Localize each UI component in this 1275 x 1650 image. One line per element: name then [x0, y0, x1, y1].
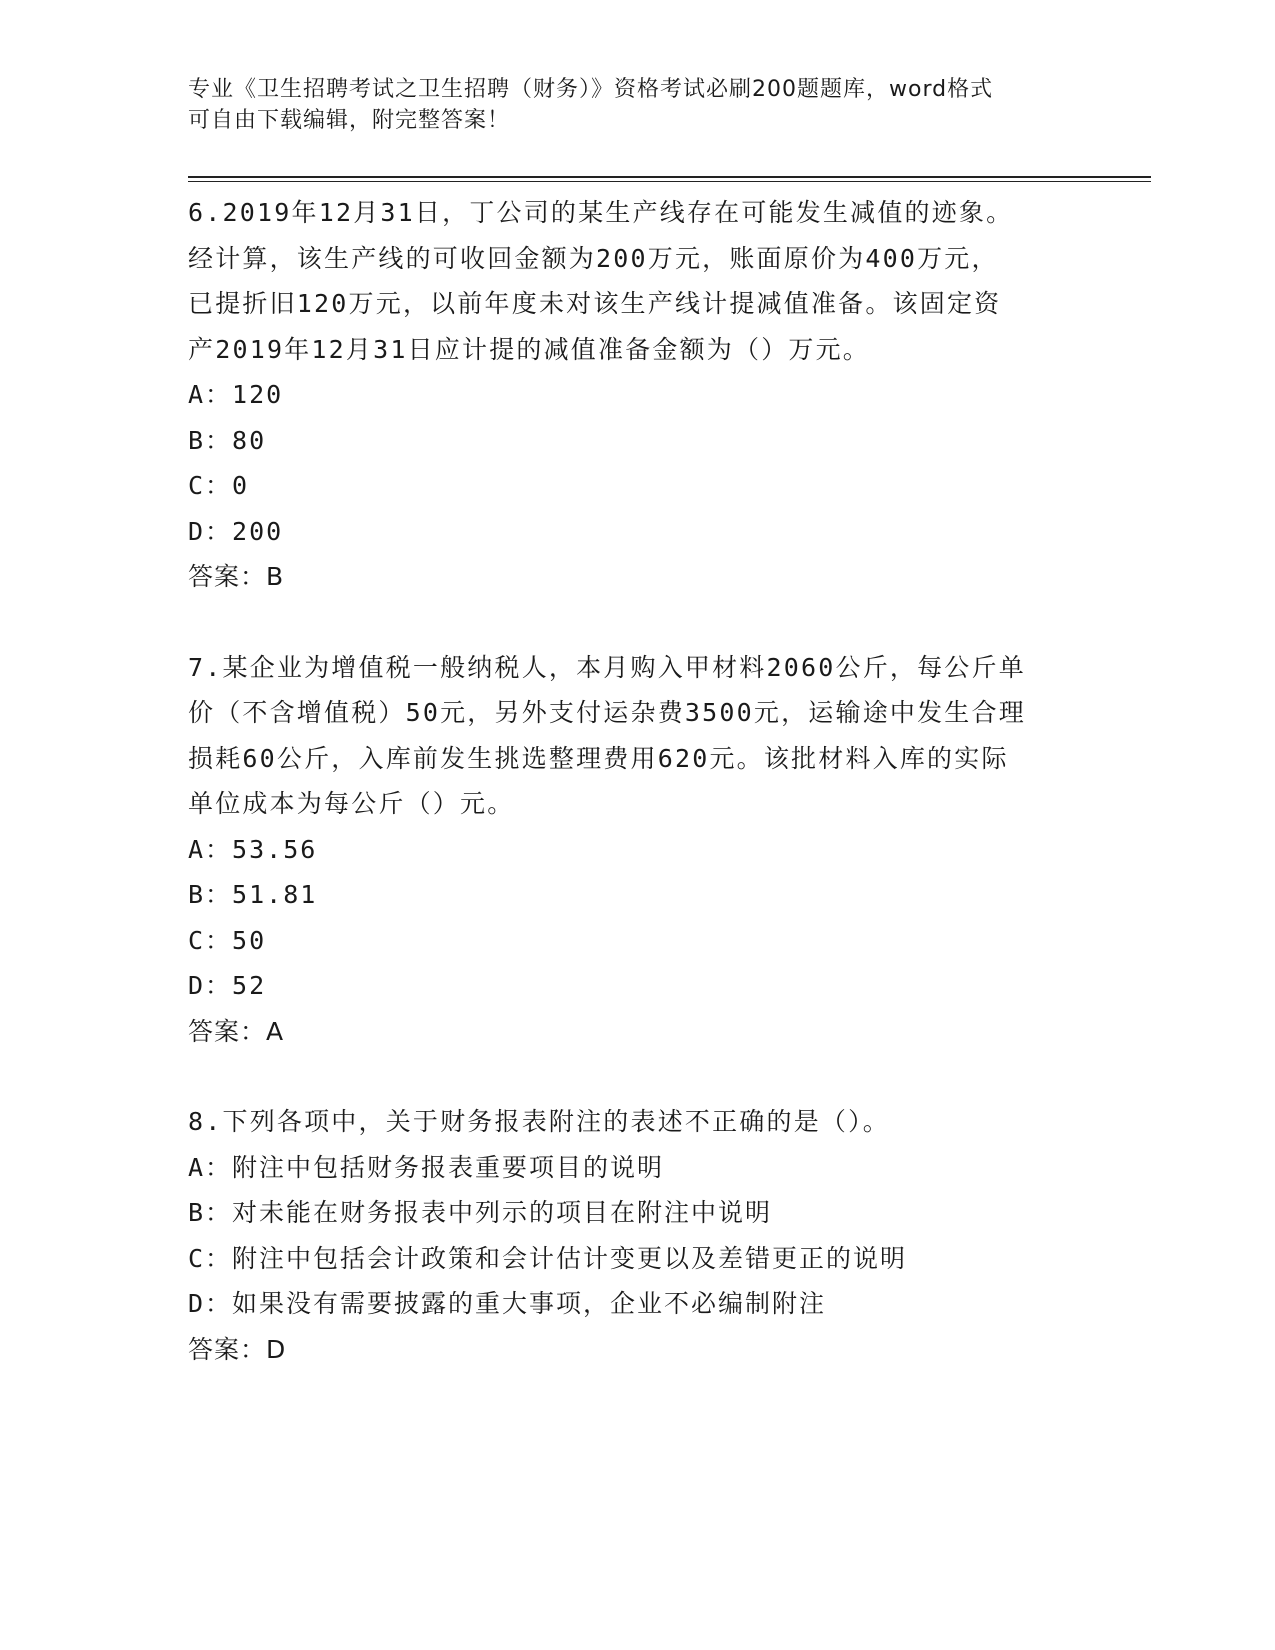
option-c: C：50	[188, 925, 267, 955]
option-a: A：附注中包括财务报表重要项目的说明	[188, 1152, 665, 1182]
option-d: D：52	[188, 971, 267, 1000]
header-title-line-2: 可自由下载编辑，附完整答案！	[188, 108, 511, 133]
question-text-line: 8.下列各项中，关于财务报表附注的表述不正确的是（）。	[188, 1107, 891, 1136]
answer-label: 答案：A	[188, 1016, 285, 1046]
question-text-line: 产2019年12月31日应计提的减值准备金额为（）万元。	[188, 334, 871, 364]
question-text-line: 已提折旧120万元，以前年度未对该生产线计提减值准备。该固定资	[188, 289, 1002, 318]
question-text-line: 经计算，该生产线的可收回金额为200万元，账面原价为400万元，	[188, 243, 999, 273]
option-d: D：如果没有需要披露的重大事项，企业不必编制附注	[188, 1289, 827, 1318]
question-text-line: 单位成本为每公斤（）元。	[188, 789, 515, 818]
question-text-line: 价（不含增值税）50元，另外支付运杂费3500元，运输途中发生合理	[188, 698, 1026, 727]
question-7	[188, 645, 1138, 1055]
header-title-line-1: 专业《卫生招聘考试之卫生招聘（财务）》资格考试必刷200题题库，word格式	[188, 77, 994, 102]
question-8	[188, 1099, 1138, 1372]
option-b: B：51.81	[188, 880, 318, 909]
question-spacer	[188, 600, 1138, 645]
question-spacer	[188, 1054, 1138, 1099]
option-c: C：0	[188, 471, 250, 500]
option-b: B：80	[188, 425, 267, 455]
question-text-line: 损耗60公斤，入库前发生挑选整理费用620元。该批材料入库的实际	[188, 743, 1009, 773]
answer-label: 答案：B	[188, 562, 285, 591]
header-divider-thin	[188, 181, 1151, 182]
option-a: A：120	[188, 380, 284, 409]
answer-label: 答案：D	[188, 1334, 287, 1364]
question-text-line: 7.某企业为增值税一般纳税人，本月购入甲材料2060公斤，每公斤单	[188, 652, 1026, 682]
option-d: D：200	[188, 516, 284, 546]
document-header	[188, 74, 1088, 136]
question-6	[188, 190, 1138, 600]
question-text-line: 6.2019年12月31日，丁公司的某生产线存在可能发生减值的迹象。	[188, 198, 1014, 227]
header-divider-thick	[188, 176, 1151, 178]
question-list	[188, 190, 1138, 1372]
option-c: C：附注中包括会计政策和会计估计变更以及差错更正的说明	[188, 1243, 908, 1273]
option-b: B：对未能在财务报表中列示的项目在附注中说明	[188, 1198, 773, 1227]
option-a: A：53.56	[188, 834, 318, 864]
